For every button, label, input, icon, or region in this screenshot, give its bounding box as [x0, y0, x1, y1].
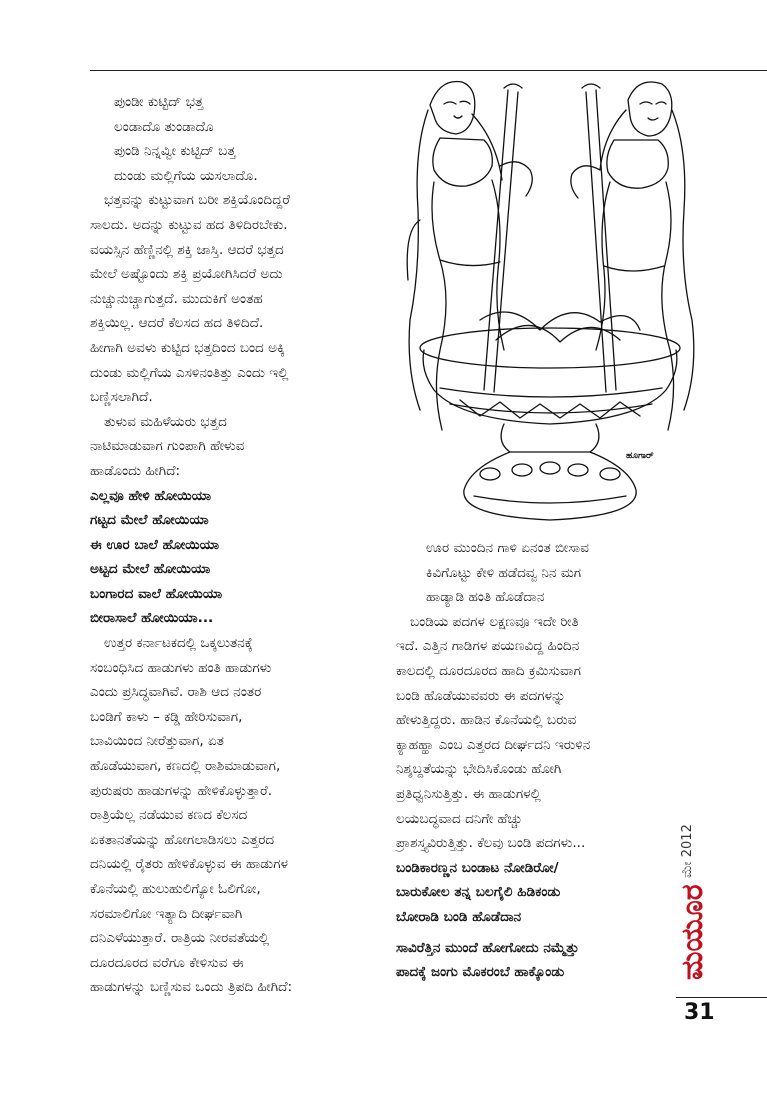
text-line: ತುಳುವ ಮಹಿಳೆಯರು ಭತ್ತದ — [104, 413, 227, 430]
text-line: ನುಚ್ಚುನುಚ್ಚಾಗುತ್ತದೆ. ಮುದುಕಿಗೆ ಅಂತಹ — [90, 290, 263, 307]
text-line: ಬಾರುಕೋಲ ತನ್ನ ಬಲಗೈಲಿ ಹಿಡಿಕಂಡು — [396, 884, 561, 901]
text-line: ನಿಶ್ಶಬ್ದತೆಯನ್ನು ಭೇದಿಸಿಕೊಂಡು ಹೋಗಿ — [396, 761, 562, 778]
text-line: ಬಂಡಿಕಾರಣ್ಣನ ಬಂಡಾಟ ನೋಡಿರೋ/ — [396, 859, 559, 876]
text-line: ಸಂಬಂಧಿಸಿದ ಹಾಡುಗಳು ಹಂತಿ ಹಾಡುಗಳು — [90, 659, 272, 676]
text-line: ಈ ಊರ ಬಾಲೆ ಹೋಯಿಯಾ — [90, 536, 220, 553]
text-line: ಬಂಡಿಯ ಪದಗಳ ಲಕ್ಷಣವೂ ಇದೇ ರೀತಿ — [410, 613, 579, 630]
text-line: ಪುರುಷರು ಹಾಡುಗಳನ್ನು ಹೇಳಿಕೊಳ್ಳುತ್ತಾರೆ. — [90, 782, 273, 799]
text-line: ನಾಟಿಮಾಡುವಾಗ ಗುಂಪಾಗಿ ಹೇಳುವ — [90, 438, 245, 455]
text-line: ಶಕ್ತಿಯಿಲ್ಲ. ಆದರೆ ಕೆಲಸದ ಹದ ತಿಳಿದಿದೆ. — [90, 315, 264, 332]
text-line: ಸಾಲದು. ಅದನ್ನು ಕುಟ್ಟುವ ಹದ ತಿಳಿದಿರಬೇಕು. — [90, 216, 288, 233]
text-line: ಸಾವಿರೆತ್ತಿನ ಮುಂದೆ ಹೋಗೋದು ನಮ್ಮೆತ್ತು — [396, 939, 579, 956]
text-line: ಪ್ರಾಶಸ್ತ್ಯವಿರುತ್ತಿತ್ತು. ಕೆಲವು ಬಂಡಿ ಪದಗಳು... — [396, 835, 586, 852]
text-line: ಬಾವಿಯಿಂದ ನೀರೆತ್ತುವಾಗ, ಏತ — [90, 733, 224, 750]
right-text-column — [396, 536, 682, 985]
artist-signature: ಹೂಗಾರ್ — [626, 451, 654, 461]
text-line: ಎಲ್ಲವೂ ಹೇಳಿ ಹೋಯಿಯಾ — [90, 487, 212, 504]
text-line: ಹಾಡ್ಯಾಡಿ ಹಂತಿ ಹೊಡೆದಾನ — [426, 589, 545, 606]
text-line: ಪಾದಕ್ಕೆ ಜಂಗು ಮೊಕರಂಬೆ ಹಾಕ್ಕೊಂಡು — [396, 964, 565, 981]
text-line: ಕೊನೆಯಲ್ಲಿ ಹುಲುಹುಲಿಗ್ಯೋ ಓಲಿಗೋ, — [90, 881, 261, 897]
text-line: ಅಟ್ಟದ ಮೇಲೆ ಹೋಯಿಯಾ — [90, 561, 211, 578]
text-line: ರಾತ್ರಿಯೆಲ್ಲ ನಡೆಯುವ ಕಣದ ಕೆಲಸದ — [90, 807, 248, 824]
issue-date: ಮೇ 2012 — [680, 824, 695, 878]
text-line: ಬಂಡಿ ಹೊಡೆಯುವವರು ಈ ಪದಗಳನ್ನು — [396, 687, 566, 704]
text-line: ಗಟ್ಟದ ಮೇಲೆ ಹೋಯಿಯಾ — [90, 512, 209, 529]
magazine-name: ಮಯೂರ — [675, 884, 710, 980]
text-line: ಇದೆ. ಎತ್ತಿನ ಗಾಡಿಗಳ ಪಯಣವಿದ್ದ ಹಿಂದಿನ — [396, 638, 580, 655]
text-line: ದನಿಎಳೆಯುತ್ತಾರೆ. ರಾತ್ರಿಯ ನೀರವತೆಯಲ್ಲಿ — [90, 930, 270, 947]
text-line: ಎಂದು ಪ್ರಸಿದ್ಧವಾಗಿವೆ. ರಾಶಿ ಆದ ನಂತರ — [90, 684, 262, 701]
text-line: ಉತ್ತರ ಕರ್ನಾಟಕದಲ್ಲಿ ಒಕ್ಕಲುತನಕ್ಕೆ — [104, 635, 253, 652]
text-line: ಬೀರಾಸಾಲೆ ಹೋಯಿಯಾ... — [90, 610, 214, 627]
magazine-side-label — [676, 808, 712, 980]
text-line: ಸರಮಾಲಿಗೋ ಇತ್ಯಾದಿ ದೀರ್ಘವಾಗಿ — [90, 905, 243, 922]
text-line: ದುಂಡು ಮಲ್ಲಿಗೆಯ ಎಸಳಿನಂತಿತ್ತು ಎಂದು ಇಲ್ಲಿ — [90, 364, 289, 381]
text-line: ಹೊಡೆಯುವಾಗ, ಕಣದಲ್ಲಿ ರಾಶಿಮಾಡುವಾಗ, — [90, 758, 281, 775]
text-line: ಲಂಡಾದೊ ತುಂಡಾದೊ — [114, 118, 214, 135]
text-line: ಹಾಡೊಂದು ಹೀಗಿದೆ: — [90, 462, 181, 479]
text-line: ದೂರದೂರದ ವರೆಗೂ ಕೇಳಿಸುವ ಈ — [90, 954, 244, 971]
text-line: ಪುಂಡಿ ನಿನ್ನವ್ವೀ ಕುಟ್ಟಿದ್ ಬತ್ತ — [114, 143, 236, 160]
text-line: ದುಂಡು ಮಲ್ಲಿಗೆಯ ಯಸಲಾದೊ. — [114, 167, 258, 184]
text-line: ಕಾಲದಲ್ಲಿ ದೂರದೂರದ ಹಾದಿ ಕ್ರಮಿಸುವಾಗ — [396, 662, 581, 679]
text-line: ಬಣ್ಣಿಸಲಾಗಿದೆ. — [90, 389, 153, 406]
text-line: ಲಯಬದ್ಧವಾದ ದನಿಗೇ ಹೆಚ್ಚು — [396, 810, 523, 827]
text-line: ದನಿಯಲ್ಲಿ ರೈತರು ಹೇಳಿಕೊಳ್ಳುವ ಈ ಹಾಡುಗಳ — [90, 856, 288, 873]
text-line: ಊರ ಮುಂದಿನ ಗಾಳಿ ಏನಂತ ಬೀಸಾವ — [426, 540, 589, 556]
text-line: ಬಂಡಿಗೆ ಕಾಳು – ಕಡ್ಡಿ ಹೇರಿಸುವಾಗ, — [90, 708, 243, 725]
text-line: ಏಕತಾನತೆಯನ್ನು ಹೋಗಲಾಡಿಸಲು ಎತ್ತರದ — [90, 831, 275, 848]
text-line: ಕಿವಿಗೊಟ್ಟು ಕೇಳಿ ಹಡೆದವ್ವ ನಿನ ಮಗ — [426, 564, 582, 581]
text-line: ಪುಂಡೀ ಕುಟ್ಟಿದ್ ಭತ್ತ — [114, 94, 204, 110]
text-line: ಬಂಗಾರದ ವಾಲೆ ಹೋಯಿಯಾ — [90, 585, 223, 602]
text-line: ಹೇಳುತ್ತಿದ್ದರು. ಹಾಡಿನ ಕೊನೆಯಲ್ಲಿ ಬರುವ — [396, 712, 577, 729]
text-line: ಕ್ಯಾಹಹ್ಹಾ ಎಂಬ ಎತ್ತರದ ದೀರ್ಘದನಿ ಇರುಳಿನ — [396, 736, 591, 753]
text-line: ಹಾಡುಗಳನ್ನು ಬಣ್ಣಿಸುವ ಒಂದು ತ್ರಿಪದಿ ಹೀಗಿದೆ: — [90, 979, 293, 996]
text-line: ಮೇಲೆ ಅಷ್ಟೊಂದು ಶಕ್ತಿ ಪ್ರಯೋಗಿಸಿದರೆ ಅದು — [90, 266, 283, 283]
text-line: ವಯಸ್ಸಿನ ಹೆಣ್ಣಿನಲ್ಲಿ ಶಕ್ತಿ ಜಾಸ್ತಿ. ಆದರೆ ಭತ್ತದ — [90, 241, 284, 258]
paddy-pounding-illustration — [400, 70, 700, 525]
page-number-rule — [676, 997, 767, 998]
text-line: ಹೀಗಾಗಿ ಅವಳು ಕುಟ್ಟಿದ ಭತ್ತದಿಂದ ಬಂದ ಅಕ್ಕಿ — [90, 339, 285, 356]
text-line: ಭತ್ತವನ್ನು ಕುಟ್ಟುವಾಗ ಬರೀ ಶಕ್ತಿಯೊಂದಿದ್ದರೆ — [104, 192, 290, 209]
left-text-column — [90, 90, 382, 1000]
text-line: ಬೋರಾಡಿ ಬಂಡಿ ಹೊಡೆದಾನ — [396, 908, 522, 925]
page-number: 31 — [684, 1000, 715, 1025]
text-line: ಪ್ರತಿಧ್ವನಿಸುತ್ತಿತ್ತು. ಈ ಹಾಡುಗಳಲ್ಲಿ — [396, 785, 541, 802]
